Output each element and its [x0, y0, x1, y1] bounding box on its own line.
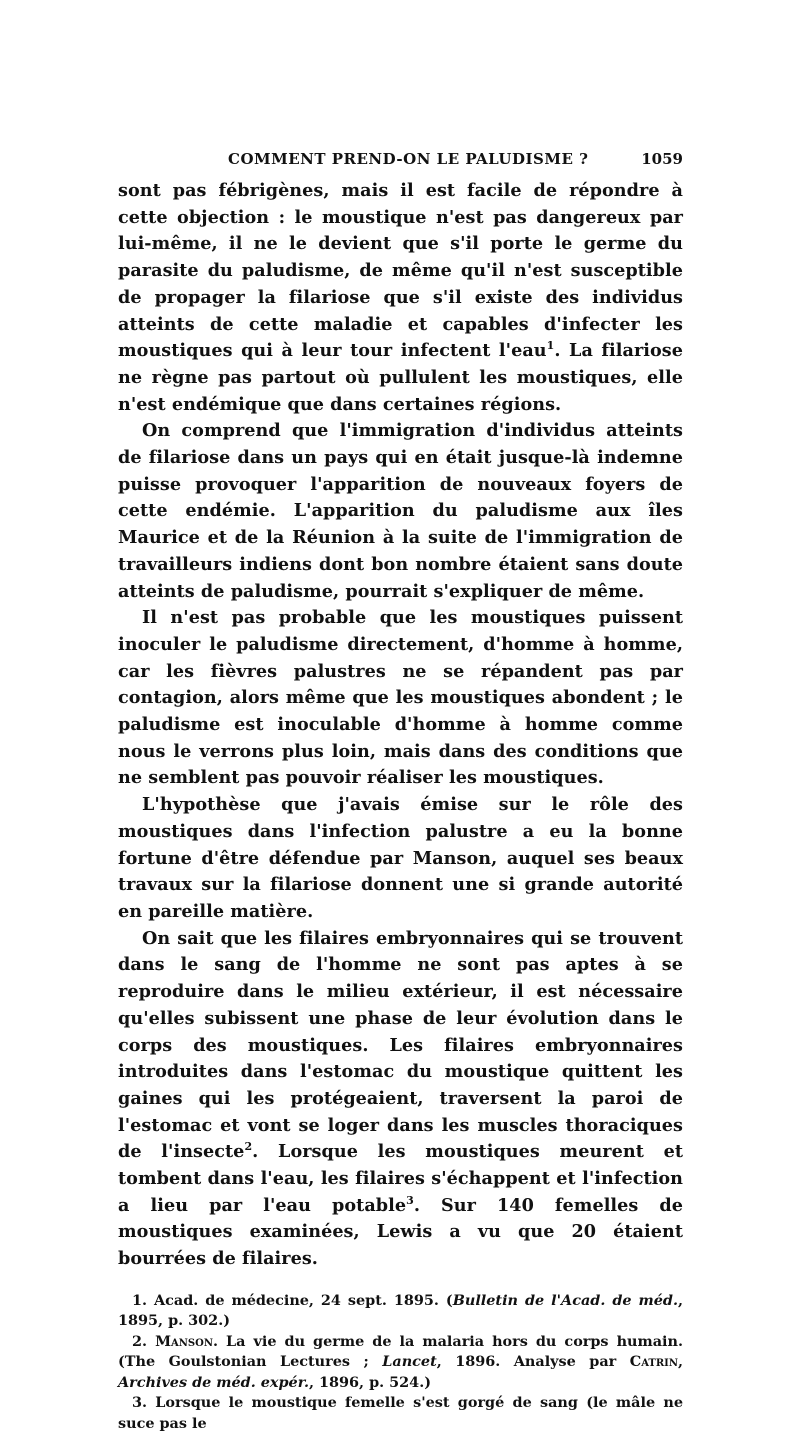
text-segment: 1. Acad. de médecine, 24 sept. 1895. ( [132, 1291, 453, 1309]
text-segment: , 1896, p. 524.) [308, 1373, 432, 1391]
footnote-3 [118, 1393, 683, 1434]
text-segment: 3. Lorsque le moustique femelle s'est gorgé de sang (le mâle ne suce pas le [118, 1394, 683, 1432]
paragraph-4 [118, 792, 683, 926]
text-segment: 2. [132, 1332, 156, 1350]
page [118, 150, 683, 1434]
text-segment: . Sur 140 femelles de moustiques examinées, Lewis a vu que 20 étaient bourrées de filaires. [118, 1194, 684, 1270]
text-segment: , [678, 1353, 684, 1371]
running-head [118, 150, 683, 178]
text-segment: Archives de méd. expér. [118, 1373, 309, 1391]
body-text [118, 178, 683, 1273]
text-segment: . La filariose ne règne pas partout où pullulent les moustiques, elle n'est endémique que dans certaines régions. [118, 340, 683, 415]
text-segment: Bulletin de l'Acad. de méd. [452, 1291, 678, 1309]
text-segment: L'hypothèse que j'avais émise sur le rôle des moustiques dans l'infection palustre a eu la bonne fortune d'être défendue par Manson, auquel ses beaux travaux sur la filariose donnent une si grande autorité en pareille matière. [118, 794, 683, 922]
footnotes [118, 1291, 683, 1434]
text-segment: sont pas fébrigènes, mais il est facile de répondre à cette objection : le moustique n'est pas dangereux par lui-même, il ne le devient que s'il porte le germe du parasite du paludisme, de même qu'il n'est susceptible de propager la filariose que s'il existe des individus atteints de cette maladie et capables d'infecter les moustiques qui à leur tour infectent l'eau [118, 180, 683, 362]
text-segment: Lancet [382, 1353, 437, 1371]
text-segment: . Lorsque les moustiques meurent et tombent dans l'eau, les filaires s'échappent et l'infection a lieu par l'eau potable [118, 1141, 683, 1216]
paragraph-5 [118, 926, 683, 1273]
paragraph-2 [118, 418, 683, 605]
text-segment: Il n'est pas probable que les moustiques puissent inoculer le paludisme directement, d'homme à homme, car les fièvres palustres ne se répandent pas par contagion, alors même que les moustiques abondent ; le paludisme est inoculable d'homme à homme comme nous le verrons plus loin, mais dans des conditions que ne semblent pas pouvoir réaliser les moustiques. [118, 607, 683, 789]
text-segment: On comprend que l'immigration d'individus atteints de filariose dans un pays qui en était jusque-là indemne puisse provoquer l'apparition de nouveaux foyers de cette endémie. L'apparition du paludisme aux îles Maurice et de la Réunion à la suite de l'immigration de travailleurs indiens dont bon nombre étaient sans doute atteints de paludisme, pourrait s'expliquer de même. [118, 420, 683, 602]
paragraph-1 [118, 178, 683, 418]
page-number: 1059 [641, 150, 683, 168]
footnote-1 [118, 1291, 683, 1332]
text-segment: , 1895, p. 302.) [118, 1291, 684, 1330]
footnote-ref: 3 [406, 1193, 414, 1207]
text-segment: Manson [155, 1332, 213, 1350]
text-segment: On sait que les filaires embryonnaires qui se trouvent dans le sang de l'homme ne sont pas aptes à se reproduire dans le milieu extérieur, il est nécessaire qu'elles subissent une phase de leur évolution dans le corps des moustiques. Les filaires embryonnaires introduites dans l'estomac du moustique quittent les gaines qui les protégeaient, traversent la paroi de l'estomac et vont se loger dans les muscles thoraciques de l'insecte [118, 927, 683, 1163]
footnote-2 [118, 1332, 683, 1394]
footnote-ref: 2 [244, 1140, 253, 1154]
running-title: COMMENT PREND-ON LE PALUDISME ? [228, 150, 589, 168]
text-segment: . La vie du germe de la malaria hors du corps humain. (The Goulstonian Lectures ; [118, 1332, 683, 1371]
text-segment: , 1896. Analyse par [436, 1353, 630, 1371]
paragraph-3 [118, 605, 683, 792]
footnote-ref: 1 [546, 339, 555, 353]
text-segment: Catrin [629, 1353, 678, 1371]
